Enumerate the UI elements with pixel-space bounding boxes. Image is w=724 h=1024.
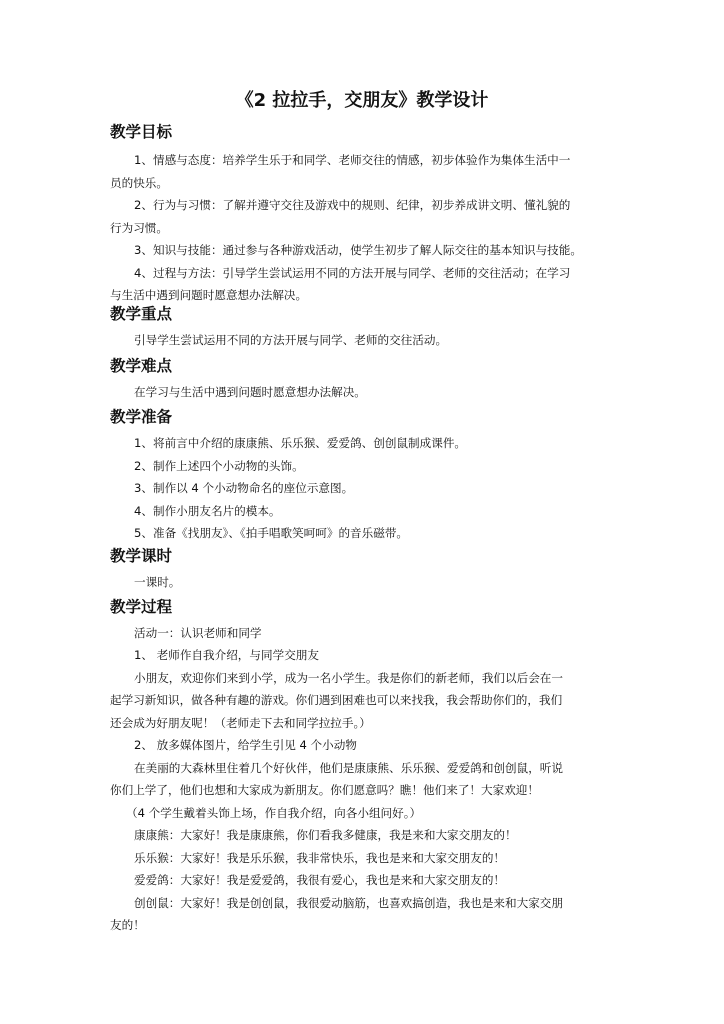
process-line-2: 1、 老师作自我介绍，与同学交朋友 xyxy=(134,648,319,662)
process-line-1: 活动一：认识老师和同学 xyxy=(134,626,262,640)
heading-preparation: 教学准备 xyxy=(110,408,173,426)
process-line-12: 爱爱鸽：大家好！我是爱爱鸽，我很有爱心，我也是来和大家交朋友的！ xyxy=(134,873,506,887)
heading-goals: 教学目标 xyxy=(110,123,173,141)
process-line-6: 2、 放多媒体图片，给学生引见 4 个小动物 xyxy=(134,738,357,752)
goals-line-1: 1、情感与态度：培养学生乐于和同学、老师交往的情感，初步体验作为集体生活中一 xyxy=(134,153,571,167)
process-line-5: 还会成为好朋友呢！（老师走下去和同学拉拉手。） xyxy=(110,716,371,730)
process-line-3: 小朋友，欢迎你们来到小学，成为一名小学生。我是你们的新老师，我们以后会在一 xyxy=(134,671,563,685)
prep-line-2: 2、制作上述四个小动物的头饰。 xyxy=(134,459,304,473)
goals-line-3: 2、行为与习惯：了解并遵守交往及游戏中的规则、纪律，初步养成讲文明、懂礼貌的 xyxy=(134,198,571,212)
prep-line-5: 5、准备《找朋友》、《拍手唱歌笑呵呵》的音乐磁带。 xyxy=(134,526,409,540)
key-line-1: 引导学生尝试运用不同的方法开展与同学、老师的交往活动。 xyxy=(134,333,448,347)
process-line-10: 康康熊：大家好！我是康康熊，你们看我多健康，我是来和大家交朋友的！ xyxy=(134,828,517,842)
process-line-14: 友的！ xyxy=(110,918,145,932)
heading-process: 教学过程 xyxy=(110,598,173,616)
goals-line-5: 3、知识与技能：通过参与各种游戏活动，使学生初步了解人际交往的基本知识与技能。 xyxy=(134,243,582,257)
document-title: 《2 拉拉手，交朋友》教学设计 xyxy=(235,90,489,111)
heading-class-hours: 教学课时 xyxy=(110,547,173,565)
prep-line-3: 3、制作以 4 个小动物命名的座位示意图。 xyxy=(134,481,354,495)
goals-line-7: 与生活中遇到问题时愿意想办法解决。 xyxy=(110,288,308,302)
hours-line-1: 一课时。 xyxy=(134,575,181,589)
prep-line-1: 1、将前言中介绍的康康熊、乐乐猴、爱爱鸽、创创鼠制成课件。 xyxy=(134,436,467,450)
goals-line-4: 行为习惯。 xyxy=(110,221,168,235)
goals-line-6: 4、过程与方法：引导学生尝试运用不同的方法开展与同学、老师的交往活动；在学习 xyxy=(134,266,571,280)
process-line-11: 乐乐猴：大家好！我是乐乐猴，我非常快乐，我也是来和大家交朋友的！ xyxy=(134,851,506,865)
process-line-7: 在美丽的大森林里住着几个好伙伴，他们是康康熊、乐乐猴、爱爱鸽和创创鼠，听说 xyxy=(134,761,563,775)
process-line-4: 起学习新知识，做各种有趣的游戏。你们遇到困难也可以来找我，我会帮助你们的，我们 xyxy=(110,693,563,707)
prep-line-4: 4、制作小朋友名片的模本。 xyxy=(134,504,281,518)
heading-difficulty: 教学难点 xyxy=(110,357,173,375)
process-line-8: 你们上学了，他们也想和大家成为新朋友。你们愿意吗？瞧！他们来了！大家欢迎！ xyxy=(110,783,539,797)
difficulty-line-1: 在学习与生活中遇到问题时愿意想办法解决。 xyxy=(134,385,366,399)
heading-key-points: 教学重点 xyxy=(110,305,173,323)
process-line-13: 创创鼠：大家好！我是创创鼠，我很爱动脑筋，也喜欢搞创造，我也是来和大家交朋 xyxy=(134,896,563,910)
process-line-9: （4 个学生戴着头饰上场，作自我介绍，向各小组问好。） xyxy=(126,806,422,820)
goals-line-2: 员的快乐。 xyxy=(110,176,168,190)
